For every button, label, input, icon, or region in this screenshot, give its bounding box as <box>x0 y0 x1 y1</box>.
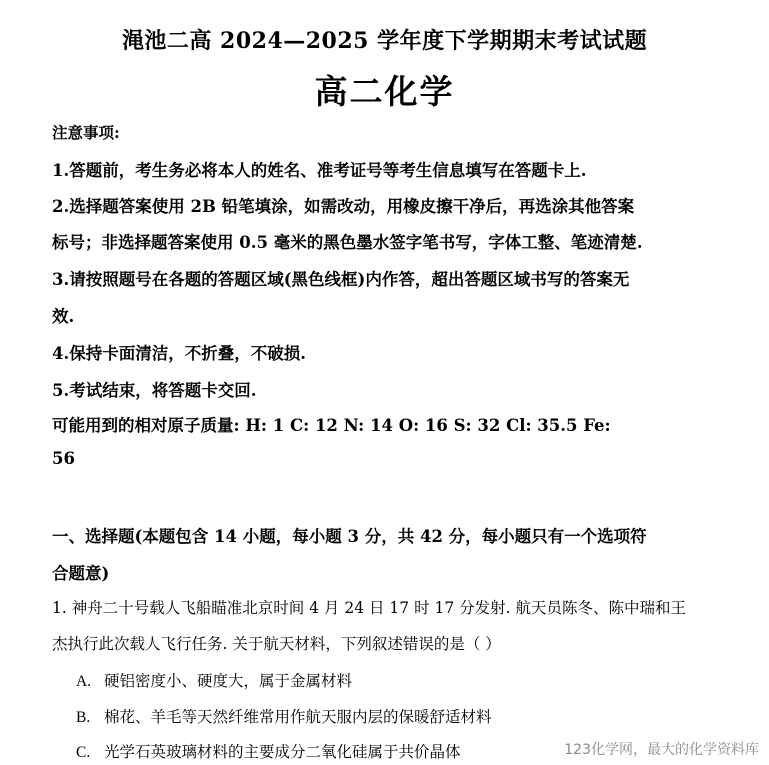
question-1-stem-continued: 杰执行此次载人飞行任务. 关于航天材料，下列叙述错误的是（ ） <box>52 635 501 653</box>
option-letter: B. <box>76 709 91 726</box>
question-1-option-c <box>76 740 461 762</box>
option-text: 棉花、羊毛等天然纤维常用作航天服内层的保暖舒适材料 <box>104 708 492 726</box>
section-heading-continued: 合题意) <box>52 564 110 583</box>
note-item-4: 4.保持卡面清洁，不折叠，不破损. <box>52 344 306 363</box>
note-item-1: 1.答题前，考生务必将本人的姓名、准考证号等考生信息填写在答题卡上. <box>52 161 587 180</box>
note-item-3: 3.请按照题号在各题的答题区域(黑色线框)内作答，超出答题区域书写的答案无 <box>52 270 630 289</box>
note-item-2-continued: 标号；非选择题答案使用 0.5 毫米的黑色墨水签字笔书写，字体工整、笔迹清楚. <box>52 233 643 252</box>
exam-title: 渑池二高 2024—2025 学年度下学期期末考试试题 <box>121 28 648 54</box>
option-letter: C. <box>76 744 91 761</box>
option-text: 硬铝密度小、硬度大，属于金属材料 <box>104 672 353 690</box>
note-item-5: 5.考试结束，将答题卡交回. <box>52 381 257 400</box>
section-heading: 一、选择题(本题包含 14 小题，每小题 3 分，共 42 分，每小题只有一个选项符 <box>52 527 647 546</box>
atomic-masses-continued: 56 <box>52 449 75 468</box>
question-1-option-b <box>76 705 492 727</box>
notes-heading: 注意事项: <box>52 123 120 142</box>
option-letter: A. <box>76 673 92 690</box>
atomic-masses: 可能用到的相对原子质量: H: 1 C: 12 N: 14 O: 16 S: 32 Cl: 35.5 Fe: <box>52 416 611 435</box>
watermark: 123化学网，最大的化学资料库 <box>564 739 759 759</box>
subject-title: 高二化学 <box>314 72 455 111</box>
question-1-stem: 1. 神舟二十号载人飞船瞄准北京时间 4 月 24 日 17 时 17 分发射. 航天员陈冬、陈中瑞和王 <box>52 599 687 617</box>
option-text: 光学石英玻璃材料的主要成分二氧化硅属于共价晶体 <box>104 743 461 761</box>
note-item-3-continued: 效. <box>52 307 75 326</box>
question-1-option-a <box>76 669 352 691</box>
note-item-2: 2.选择题答案使用 2B 铅笔填涂，如需改动，用橡皮擦干净后，再选涂其他答案 <box>52 197 635 216</box>
